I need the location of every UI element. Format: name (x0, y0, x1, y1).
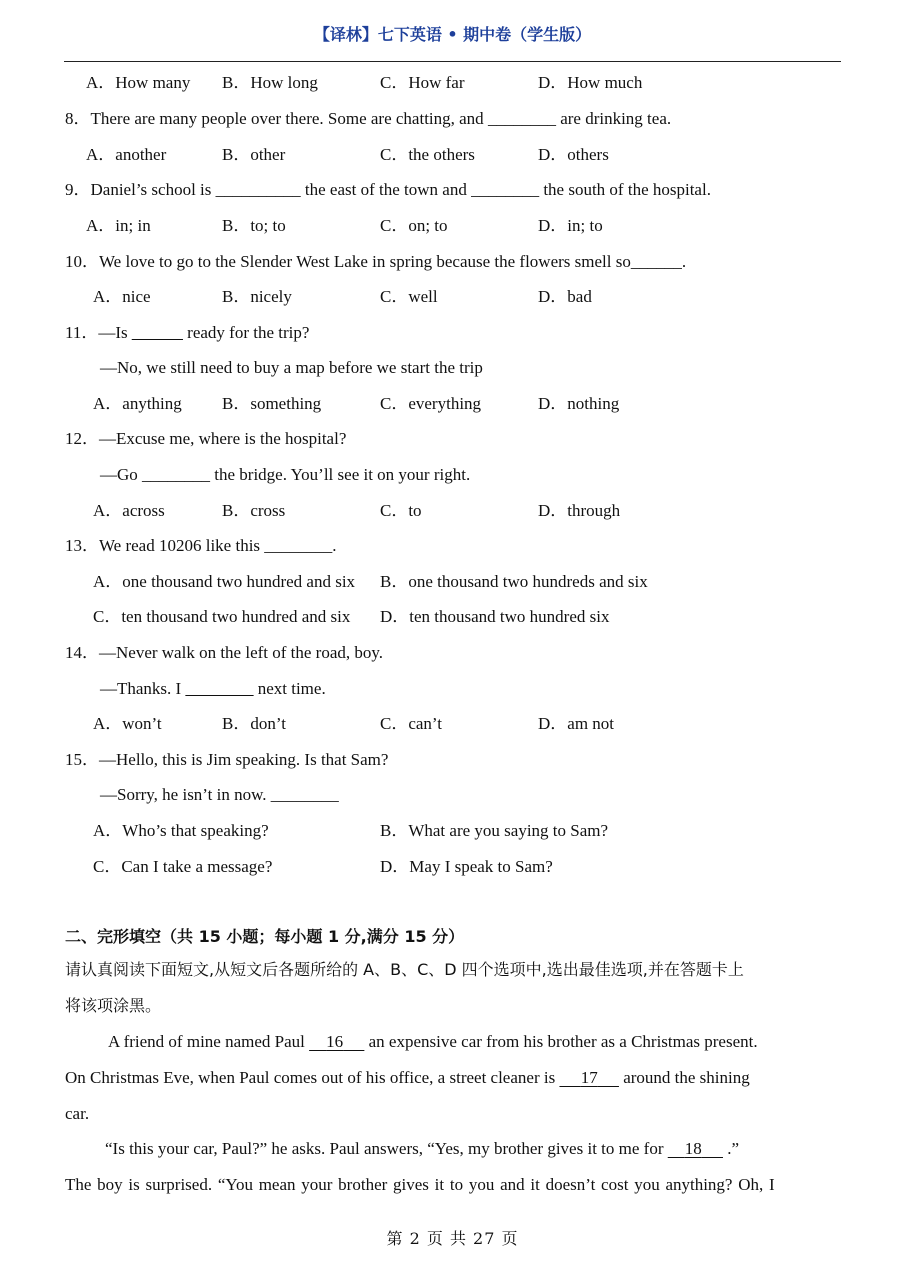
option-b: B．don’t (222, 714, 286, 733)
question-11-stem: 11．—Is ______ ready for the trip? (65, 323, 310, 342)
question-11-reply: —No, we still need to buy a map before we start the trip (100, 358, 483, 377)
section-2-instruction-line-2: 将该项涂黑。 (65, 996, 162, 1015)
blank-17: 17 (580, 1068, 598, 1087)
blank-16: 16 (326, 1032, 344, 1051)
option-a: A．one thousand two hundred and six (93, 572, 356, 591)
option-a: A．another (86, 145, 167, 164)
passage-line-2: On Christmas Eve, when Paul comes out of his office, a street cleaner is 17 around the shining (65, 1068, 750, 1087)
question-15-stem: 15．—Hello, this is Jim speaking. Is that Sam? (65, 750, 389, 769)
question-12-reply: —Go ________ the bridge. You’ll see it on your right. (100, 465, 471, 484)
passage-line-3: car. (65, 1104, 90, 1123)
option-b: B．other (222, 145, 286, 164)
option-b: B．one thousand two hundreds and six (380, 572, 648, 591)
question-15-reply: —Sorry, he isn’t in now. ________ (100, 785, 339, 804)
option-c: C．can’t (380, 714, 443, 733)
option-c: C．to (380, 501, 422, 520)
option-c: C．on; to (380, 216, 448, 235)
option-a: A．Who’s that speaking? (93, 821, 269, 840)
option-c: C．the others (380, 145, 475, 164)
option-b: B．to; to (222, 216, 286, 235)
question-14-reply: —Thanks. I ________ next time. (100, 679, 326, 698)
option-d: D．am not (538, 714, 615, 733)
option-d: D．through (538, 501, 621, 520)
option-c: C．Can I take a message? (93, 857, 273, 876)
option-c: C．everything (380, 394, 482, 413)
page-footer: 第 2 页 共 27 页 (386, 1229, 519, 1248)
passage-line-5: The boy is surprised. “You mean your brother gives it to you and it doesn’t cost you anything? Oh, I (65, 1175, 775, 1194)
question-12-stem: 12．—Excuse me, where is the hospital? (65, 429, 347, 448)
option-b: B．What are you saying to Sam? (380, 821, 609, 840)
option-c: C．well (380, 287, 438, 306)
option-b: B．nicely (222, 287, 292, 306)
option-c: C．ten thousand two hundred and six (93, 607, 351, 626)
option-b: B．something (222, 394, 322, 413)
question-9-stem: 9．Daniel’s school is __________ the east of the town and ________ the south of the hospital. (65, 180, 711, 199)
option-a: A．across (93, 501, 165, 520)
question-10-stem: 10．We love to go to the Slender West Lake in spring because the flowers smell so______. (65, 252, 687, 271)
question-13-stem: 13．We read 10206 like this ________. (65, 536, 337, 555)
option-d: D．ten thousand two hundred six (380, 607, 610, 626)
option-a: A．won’t (93, 714, 162, 733)
option-b: B．How long (222, 73, 318, 92)
option-d: D．How much (538, 73, 643, 92)
question-8-stem: 8．There are many people over there. Some are chatting, and ________ are drinking tea. (65, 109, 672, 128)
option-a: A．in; in (86, 216, 151, 235)
passage-line-4: “Is this your car, Paul?” he asks. Paul answers, “Yes, my brother gives it to me for 18 .” (105, 1139, 740, 1158)
passage-line-1: A friend of mine named Paul 16 an expensive car from his brother as a Christmas present. (108, 1032, 758, 1051)
question-14-stem: 14．—Never walk on the left of the road, boy. (65, 643, 384, 662)
blank-18: 18 (684, 1139, 702, 1158)
answer-blank: ________ (185, 679, 254, 698)
option-d: D．in; to (538, 216, 603, 235)
option-d: D．May I speak to Sam? (380, 857, 553, 876)
option-b: B．cross (222, 501, 286, 520)
option-a: A．anything (93, 394, 182, 413)
section-2-instruction-line-1: 请认真阅读下面短文,从短文后各题所给的 A、B、C、D 四个选项中,选出最佳选项,并在答题卡上 (65, 960, 744, 979)
section-2-title: 二、完形填空（共 15 小题；每小题 1 分,满分 15 分） (65, 927, 465, 946)
header-divider (64, 61, 841, 62)
option-d: D．others (538, 145, 609, 164)
option-d: D．nothing (538, 394, 620, 413)
option-a: A．How many (86, 73, 191, 92)
page-header: 【译林】七下英语 • 期中卷（学生版） (313, 25, 592, 44)
option-a: A．nice (93, 287, 151, 306)
option-d: D．bad (538, 287, 592, 306)
option-c: C．How far (380, 73, 465, 92)
answer-blank: ______ (131, 323, 183, 342)
